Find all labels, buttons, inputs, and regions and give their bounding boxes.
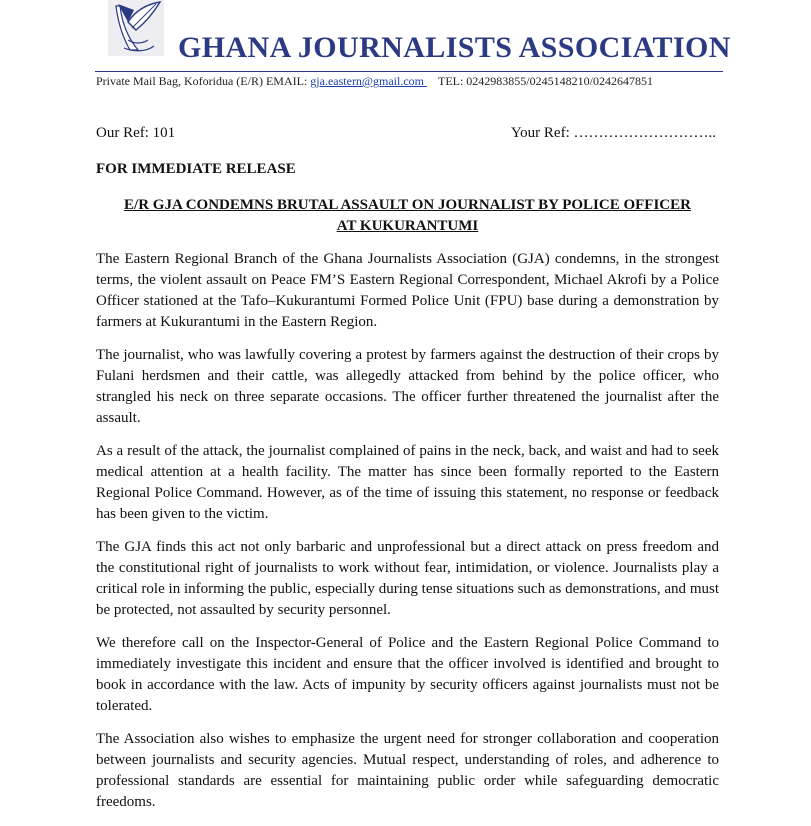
address-text: Private Mail Bag, Koforidua (E/R) EMAIL:	[96, 74, 311, 88]
headline-line-1: E/R GJA CONDEMNS BRUTAL ASSAULT ON JOURNALIST BY POLICE OFFICER	[124, 197, 691, 213]
paragraph: The journalist, who was lawfully covering a protest by farmers against the destruction of their crops by Fulani herdsmen and their cattle, was allegedly attacked from behind by the police officer, who strangled his neck on three separate occasions. The officer further threatened the journalist after the assault.	[96, 347, 719, 426]
paragraph: The Eastern Regional Branch of the Ghana Journalists Association (GJA) condemns, in the strongest terms, the violent assault on Peace FM’S Eastern Regional Correspondent, Michael Akrofi by a Police Officer stationed at the Tafo–Kukurantumi Formed Police Unit (FPU) base during a demonstration by farmers at Kukurantumi in the Eastern Region.	[96, 251, 719, 330]
letterhead-divider	[95, 71, 723, 72]
release-label: FOR IMMEDIATE RELEASE	[96, 161, 296, 177]
email-link[interactable]: gja.eastern@gmail.com	[310, 74, 424, 88]
quill-logo-icon	[108, 0, 164, 56]
paragraph: We therefore call on the Inspector-General of Police and the Eastern Regional Police Command to immediately investigate this incident and ensure that the officer involved is identified and brought to book in accordance with the law. Acts of impunity by security officers against journalists must not be tolerated.	[96, 635, 719, 714]
statement-body	[96, 249, 719, 825]
telephone-text: TEL: 0242983855/0245148210/0242647851	[437, 74, 653, 88]
our-ref: Our Ref: 101	[96, 125, 176, 141]
underline-gap	[424, 74, 438, 89]
headline	[96, 195, 719, 237]
headline-line-2: AT KUKURANTUMI	[336, 218, 479, 234]
paragraph: The GJA finds this act not only barbaric and unprofessional but a direct attack on press freedom and the constitutional right of journalists to work without fear, intimidation, or violence. Journalists play a critical role in informing the public, especially during tense situations such as demonstrations, and must be protected, not assaulted by security personnel.	[96, 539, 719, 618]
organization-name: GHANA JOURNALISTS ASSOCIATION	[178, 31, 731, 64]
your-ref: Your Ref: ………………………..	[510, 125, 716, 141]
paragraph: The Association also wishes to emphasize the urgent need for stronger collaboration and cooperation between journalists and security agencies. Mutual respect, understanding of roles, and adherence to professional standards are essential for maintaining public order while safeguarding democratic freedoms.	[96, 731, 719, 810]
letterhead-contact-line	[96, 74, 653, 89]
paragraph: As a result of the attack, the journalist complained of pains in the neck, back, and waist and had to seek medical attention at a health facility. The matter has since been formally reported to the Eastern Regional Police Command. However, as of the time of issuing this statement, no response or feedback has been given to the victim.	[96, 443, 719, 522]
